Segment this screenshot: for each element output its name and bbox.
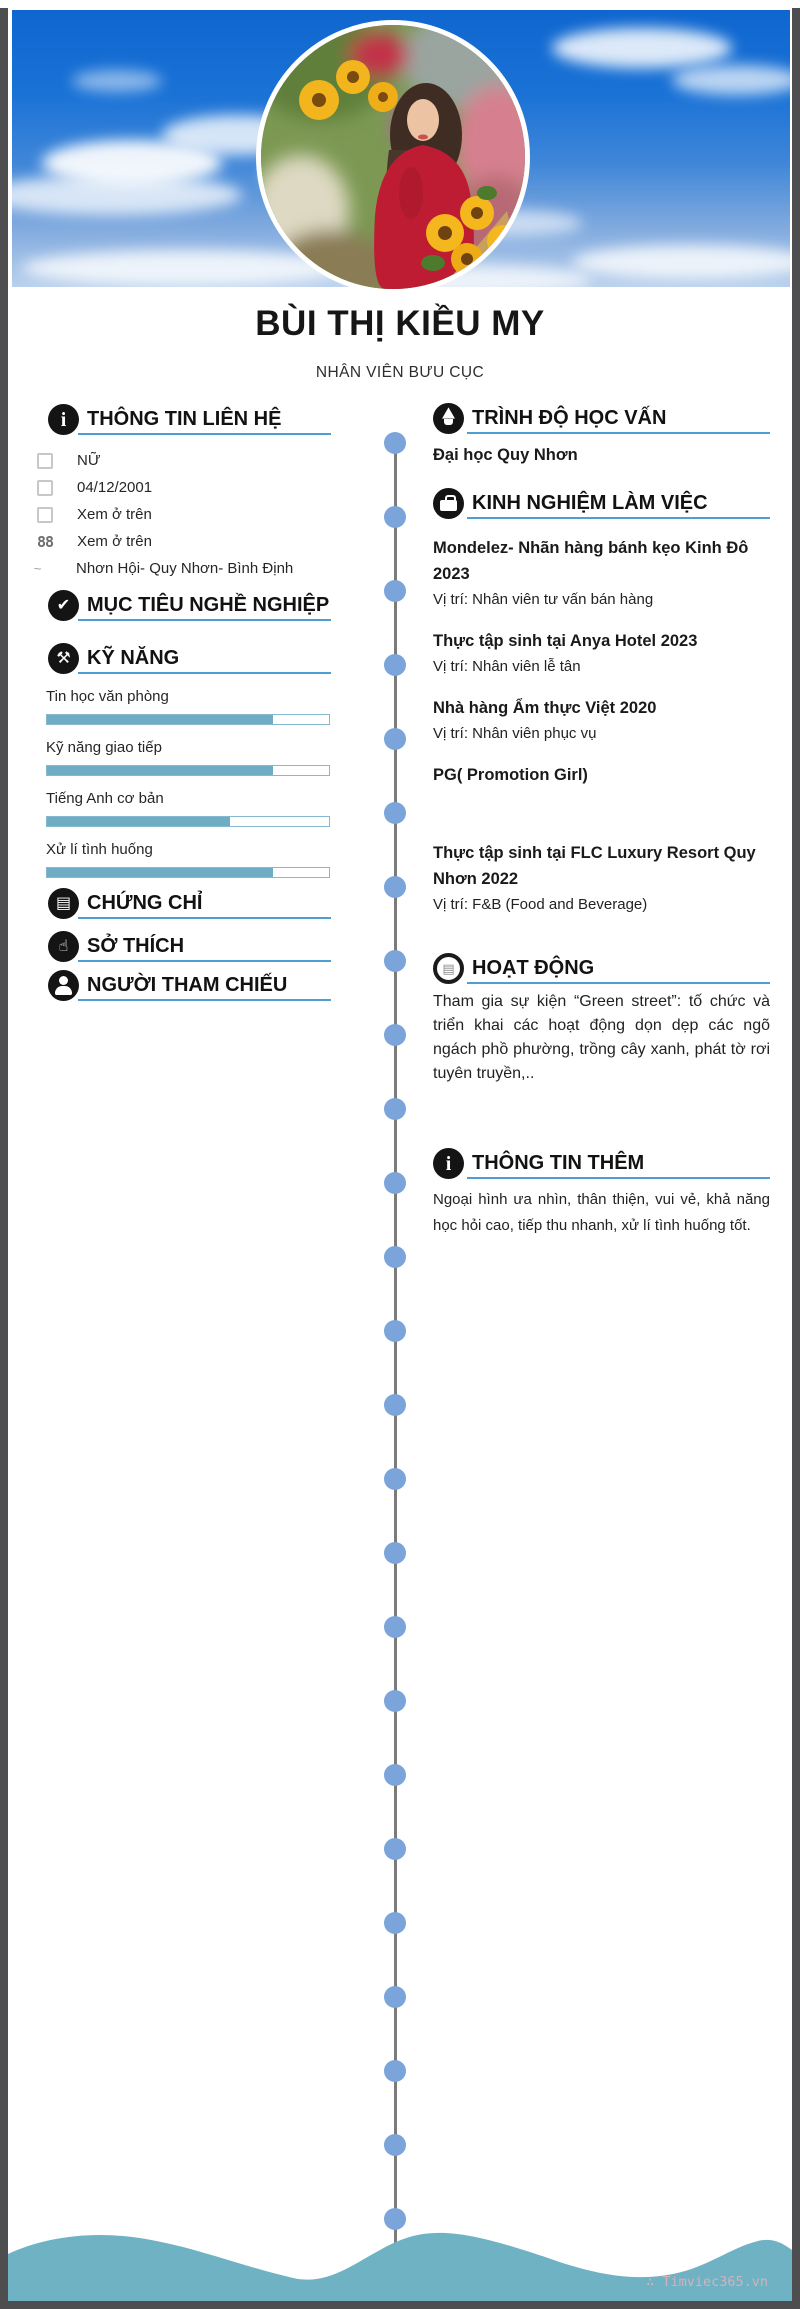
contact-item-text: Xem ở trên	[77, 533, 152, 550]
skill-bar-track	[46, 765, 330, 776]
contact-item-text: Nhơn Hội- Quy Nhơn- Bình Định	[76, 560, 294, 577]
section-title: THÔNG TIN THÊM	[472, 1152, 645, 1174]
skill-item	[46, 684, 331, 725]
timeline-dot	[384, 580, 406, 602]
contact-item	[31, 447, 331, 474]
timeline-dot	[384, 1246, 406, 1268]
section-activities	[433, 953, 770, 1086]
skill-bar-fill	[47, 868, 273, 877]
contact-item	[31, 528, 331, 555]
timeline-dot	[384, 1542, 406, 1564]
section-header	[31, 931, 331, 962]
skill-label: Kỹ năng giao tiếp	[46, 739, 162, 756]
section-header	[433, 403, 770, 434]
timeline-dot	[384, 876, 406, 898]
timeline-dot	[384, 1172, 406, 1194]
contact-item	[31, 501, 331, 528]
job-title: Thực tập sinh tại Anya Hotel 2023	[433, 632, 698, 650]
section-underline	[467, 982, 770, 984]
section-underline	[467, 1177, 770, 1179]
section-underline	[78, 433, 331, 435]
cloud-shape	[12, 175, 242, 215]
job-entry	[433, 535, 770, 612]
info-icon: i	[48, 404, 79, 435]
section-title: MỤC TIÊU NGHỀ NGHIỆP	[87, 594, 330, 616]
briefcase-icon	[433, 488, 464, 519]
digits-88-icon: 88	[37, 532, 54, 551]
section-education	[433, 403, 770, 468]
checkbox-icon	[37, 453, 53, 469]
timeline-dot	[384, 2134, 406, 2156]
timeline-dot	[384, 1394, 406, 1416]
profile-photo	[256, 20, 530, 294]
additional-info-text: Ngoại hình ưa nhìn, thân thiện, vui vẻ, khả năng học hỏi cao, tiếp thu nhanh, xử lí tình huống tốt.	[433, 1191, 770, 1234]
job-title: Mondelez- Nhãn hàng bánh kẹo Kinh Đô 2023	[433, 539, 749, 583]
section-title: HOẠT ĐỘNG	[472, 957, 595, 979]
section-underline	[78, 619, 331, 621]
job-list	[433, 535, 770, 917]
checkbox-icon	[37, 480, 53, 496]
skill-bar-track	[46, 816, 330, 827]
job-position: Vị trí: Nhân viên lễ tân	[433, 658, 581, 675]
skill-bar-fill	[47, 766, 273, 775]
person-icon	[48, 970, 79, 1001]
cloud-shape	[672, 65, 790, 95]
timeline-dot	[384, 654, 406, 676]
section-header	[433, 1148, 770, 1179]
job-entry	[433, 840, 770, 917]
left-column	[31, 404, 331, 1006]
section-header	[433, 953, 770, 984]
section-header	[31, 888, 331, 919]
cloud-shape	[572, 245, 790, 279]
job-position: Vị trí: F&B (Food and Beverage)	[433, 896, 648, 913]
wrench-icon: ⚒	[48, 643, 79, 674]
watermark: ∴ Timviec365.vn	[646, 2274, 768, 2290]
job-title: PG( Promotion Girl)	[433, 766, 588, 784]
tilde-icon: ~	[33, 561, 42, 576]
viewer-frame-right	[792, 8, 800, 2309]
candidate-name: BÙI THỊ KIỀU MY	[255, 304, 545, 343]
section-underline	[78, 672, 331, 674]
section-title: KINH NGHIỆM LÀM VIỆC	[472, 492, 708, 514]
section-title: THÔNG TIN LIÊN HỆ	[87, 408, 282, 430]
job-title: Thực tập sinh tại FLC Luxury Resort Quy Nhơn 2022	[433, 844, 756, 888]
section-underline	[78, 960, 331, 962]
skill-item	[46, 735, 331, 776]
skill-bar-fill	[47, 715, 273, 724]
section-header	[433, 488, 770, 519]
candidate-job-title: NHÂN VIÊN BƯU CỤC	[315, 364, 485, 381]
section-objective	[31, 590, 331, 621]
section-header	[31, 404, 331, 435]
skill-label: Tin học văn phòng	[46, 688, 169, 705]
section-title: TRÌNH ĐỘ HỌC VẤN	[472, 407, 667, 429]
section-hobbies	[31, 931, 331, 962]
section-skills	[31, 643, 331, 878]
checkmark-icon: ✔	[48, 590, 79, 621]
activities-lead: Tham gia sự kiện “Green street”: tố chức và triển khai các hoạt động dọn dẹp các ngõ ngách phồ phường, trồng cây xanh, phát tờ rơi tuyên truyền,..	[433, 993, 770, 1082]
timeline-dot	[384, 1616, 406, 1638]
section-header	[31, 970, 331, 1001]
contact-item-text: Xem ở trên	[77, 506, 152, 523]
timeline-dot	[384, 950, 406, 972]
timeline-dot	[384, 432, 406, 454]
info-icon: i	[433, 1148, 464, 1179]
timeline-dot	[384, 1024, 406, 1046]
viewer-frame-left	[0, 8, 8, 2309]
timeline-dot	[384, 1986, 406, 2008]
section-certificates	[31, 888, 331, 919]
timeline-dot	[384, 1912, 406, 1934]
skill-label: Tiếng Anh cơ bản	[46, 790, 164, 807]
section-header	[31, 590, 331, 621]
skill-item	[46, 837, 331, 878]
cloud-shape	[72, 70, 162, 92]
skill-bar-track	[46, 714, 330, 725]
timeline-dot	[384, 1098, 406, 1120]
timeline-dot	[384, 728, 406, 750]
section-contact	[31, 404, 331, 582]
cloud-shape	[552, 28, 732, 68]
thumbs-up-icon: ☝	[48, 931, 79, 962]
section-title: CHỨNG CHỈ	[87, 892, 203, 914]
job-position: Vị trí: Nhân viên phục vụ	[433, 725, 597, 742]
section-underline	[467, 517, 770, 519]
timeline-dot	[384, 2060, 406, 2082]
job-entry	[433, 695, 770, 746]
profile-photo-illustration	[261, 25, 525, 289]
certificate-icon: ▤	[48, 888, 79, 919]
timeline-dot	[384, 1764, 406, 1786]
skill-label: Xử lí tình huống	[46, 841, 153, 858]
skill-bar-track	[46, 867, 330, 878]
contact-item-text: NỮ	[77, 452, 101, 469]
timeline-dot	[384, 802, 406, 824]
section-title: SỞ THÍCH	[87, 935, 185, 957]
timeline-dot	[384, 1838, 406, 1860]
skill-list	[31, 684, 331, 878]
skill-bar-fill	[47, 817, 230, 826]
contact-item	[31, 555, 331, 582]
section-references	[31, 970, 331, 1001]
contact-list	[31, 447, 331, 582]
contact-item	[31, 474, 331, 501]
section-additional-info	[433, 1148, 770, 1239]
section-underline	[78, 999, 331, 1001]
timeline-line	[394, 443, 397, 2243]
right-column	[433, 403, 770, 1239]
section-title: KỸ NĂNG	[87, 647, 180, 669]
section-header	[31, 643, 331, 674]
job-title: Nhà hàng Ẩm thực Việt 2020	[433, 699, 657, 717]
section-experience	[433, 488, 770, 917]
contact-item-text: 04/12/2001	[77, 479, 153, 496]
skill-item	[46, 786, 331, 827]
education-school: Đại học Quy Nhơn	[433, 446, 578, 464]
checkbox-icon	[37, 507, 53, 523]
timeline-dot	[384, 1320, 406, 1342]
viewer-frame-bottom	[0, 2301, 800, 2309]
timeline-dot	[384, 1468, 406, 1490]
job-position: Vị trí: Nhân viên tư vấn bán hàng	[433, 591, 654, 608]
job-entry	[433, 628, 770, 679]
section-title: NGƯỜI THAM CHIẾU	[87, 974, 288, 996]
section-underline	[467, 432, 770, 434]
document-icon: ▤	[433, 953, 464, 984]
job-entry	[433, 762, 770, 788]
timeline-dot	[384, 506, 406, 528]
timeline-dot	[384, 1690, 406, 1712]
section-underline	[78, 917, 331, 919]
graduation-cap-icon	[433, 403, 464, 434]
